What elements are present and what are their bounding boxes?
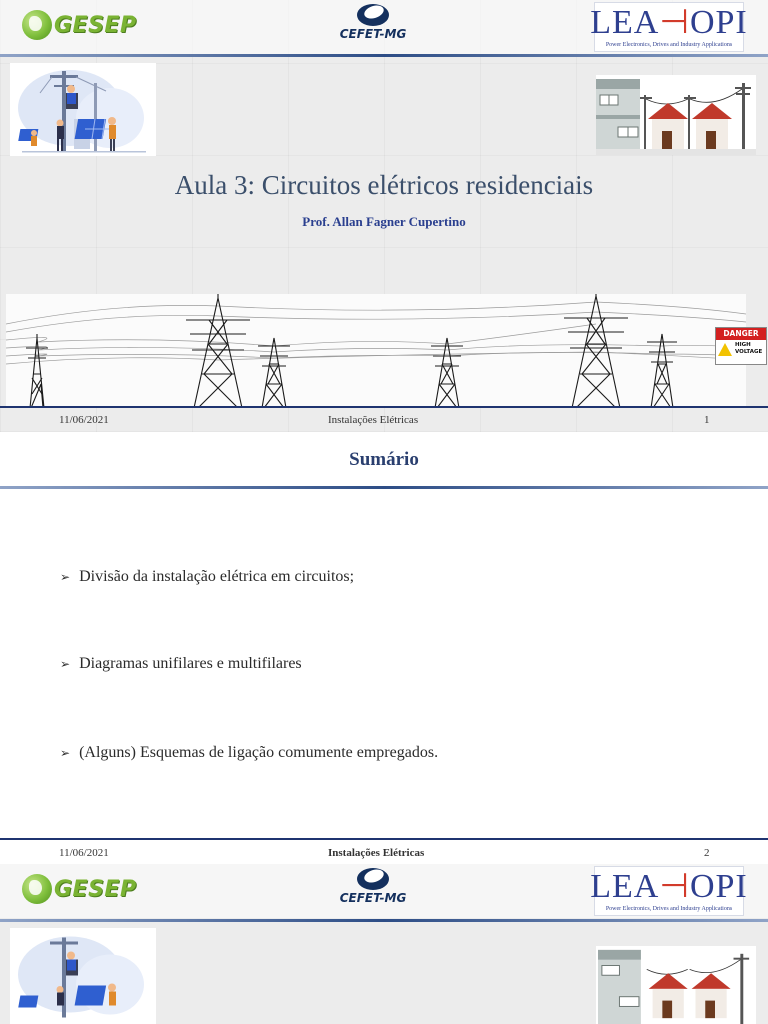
footer-course: Instalações Elétricas — [328, 847, 425, 859]
slide-1 — [0, 0, 768, 432]
transmission-towers-image — [6, 294, 746, 408]
gesep-logo-text: GESEP — [54, 876, 137, 902]
header-rule — [0, 919, 768, 922]
leacopi-tagline: Power Electronics, Drives and Industry Applications — [605, 906, 733, 912]
list-item — [60, 655, 302, 673]
footer-date: 11/06/2021 — [59, 847, 109, 859]
cefet-logo-text: CEFET-MG — [339, 891, 407, 905]
header-rule — [0, 54, 768, 57]
leacopi-logo-text: LEA⊣OPI — [590, 868, 748, 905]
warning-icon — [718, 343, 732, 356]
globe-icon — [22, 10, 52, 40]
footer-rule — [0, 838, 768, 840]
cefet-logo — [337, 866, 409, 905]
gesep-logo — [22, 874, 137, 904]
globe-icon — [22, 874, 52, 904]
slide-3 — [0, 864, 768, 1024]
leacopi-logo — [590, 866, 748, 916]
list-item — [60, 568, 354, 586]
danger-sign-line1: HIGH — [735, 342, 751, 348]
cefet-logo — [337, 2, 409, 41]
footer-page-number: 2 — [704, 847, 710, 859]
danger-sign-line2: VOLTAGE — [735, 349, 763, 355]
houses-power-lines-illustration — [596, 946, 756, 1024]
slide-2 — [0, 434, 768, 864]
leacopi-logo — [590, 2, 748, 52]
footer-rule — [0, 406, 768, 408]
gesep-logo-text: GESEP — [54, 12, 137, 38]
gesep-logo — [22, 10, 137, 40]
footer-date: 11/06/2021 — [59, 414, 109, 426]
danger-high-voltage-sign — [715, 327, 767, 365]
bullet-arrow-icon: ➢ — [60, 745, 71, 760]
footer-course: Instalações Elétricas — [328, 414, 419, 426]
solar-installation-illustration — [10, 63, 156, 156]
slide-title: Aula 3: Circuitos elétricos residenciais — [174, 170, 594, 200]
bullet-arrow-icon: ➢ — [60, 569, 71, 584]
footer-page-number: 1 — [704, 414, 710, 426]
bullet-text: Diagramas unifilares e multifilares — [79, 655, 302, 672]
cefet-swoosh-icon — [353, 2, 393, 28]
slide-title: Sumário — [349, 449, 419, 470]
bullet-text: Divisão da instalação elétrica em circuitos; — [79, 568, 355, 585]
cefet-logo-text: CEFET-MG — [339, 27, 407, 41]
list-item — [60, 744, 438, 762]
author-name: Prof. Allan Fagner Cupertino — [302, 214, 466, 229]
leacopi-logo-text: LEA⊣OPI — [590, 4, 748, 41]
cefet-swoosh-icon — [353, 866, 393, 892]
houses-power-lines-illustration — [596, 75, 756, 155]
solar-installation-illustration — [10, 928, 156, 1024]
danger-sign-header: DANGER — [716, 328, 766, 340]
bullet-text: (Alguns) Esquemas de ligação comumente empregados. — [79, 744, 439, 761]
leacopi-tagline: Power Electronics, Drives and Industry Applications — [605, 42, 733, 48]
header-rule — [0, 486, 768, 489]
bullet-arrow-icon: ➢ — [60, 656, 71, 671]
